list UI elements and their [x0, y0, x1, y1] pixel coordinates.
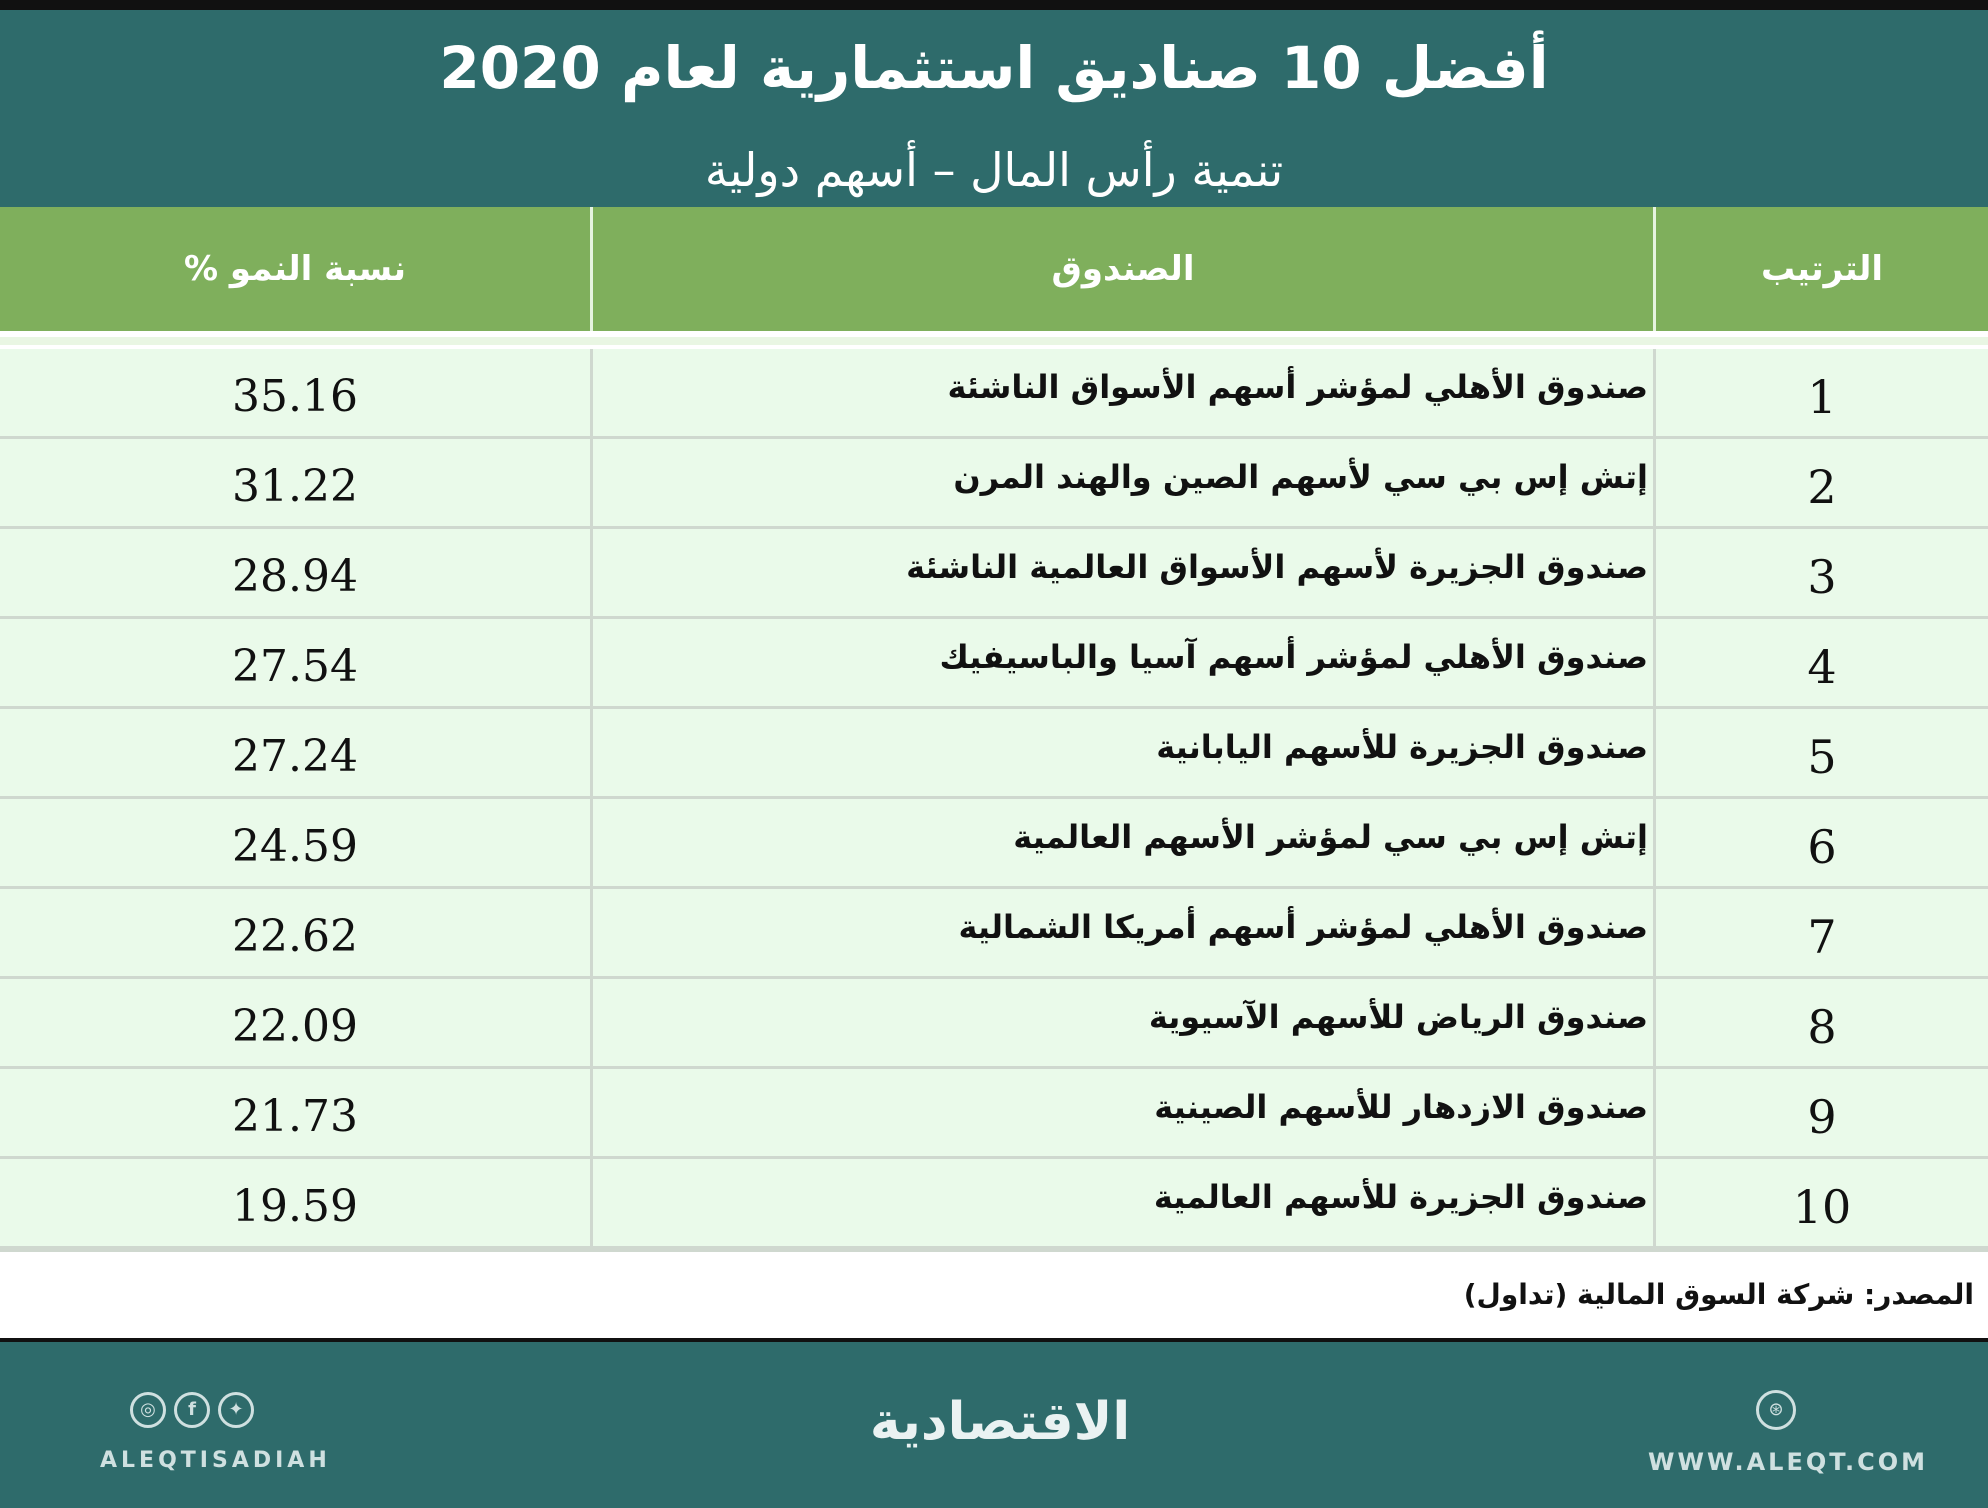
rank-cell: 6: [1807, 820, 1837, 874]
column-header-rank: الترتيب: [1760, 249, 1884, 289]
fund-name-cell: إتش إس بي سي لمؤشر الأسهم العالمية: [1013, 818, 1648, 856]
top-border: [0, 0, 1988, 10]
column-divider: [590, 439, 593, 526]
fund-name-cell: صندوق الرياض للأسهم الآسيوية: [1148, 998, 1648, 1036]
fund-name-cell: صندوق الازدهار للأسهم الصينية: [1154, 1088, 1648, 1126]
growth-cell: 19.59: [232, 1181, 358, 1232]
website-link[interactable]: WWW.ALEQT.COM: [1648, 1448, 1928, 1476]
social-icons: [130, 1392, 254, 1428]
fund-name-cell: صندوق الجزيرة للأسهم العالمية: [1153, 1178, 1648, 1216]
footer-banner: [0, 1338, 1988, 1508]
brand-logo: الاقتصادية: [869, 1392, 1131, 1452]
header-spacer: [0, 331, 1988, 349]
page-title: أفضل 10 صناديق استثمارية لعام 2020: [439, 34, 1549, 102]
source-note: المصدر: شركة السوق المالية (تداول): [1463, 1278, 1974, 1311]
growth-cell: 35.16: [232, 371, 358, 422]
column-divider: [590, 349, 593, 436]
facebook-icon[interactable]: f: [174, 1392, 210, 1428]
table-header: [0, 207, 1988, 331]
fund-name-cell: صندوق الجزيرة لأسهم الأسواق العالمية الناشئة: [906, 548, 1648, 586]
column-header-fund: الصندوق: [1051, 249, 1195, 289]
rank-cell: 2: [1807, 460, 1837, 514]
growth-cell: 22.09: [232, 1001, 358, 1052]
rank-cell: 4: [1807, 640, 1837, 694]
fund-name-cell: صندوق الأهلي لمؤشر أسهم أمريكا الشمالية: [958, 908, 1648, 946]
fund-name-cell: صندوق الأهلي لمؤشر أسهم الأسواق الناشئة: [947, 368, 1648, 406]
fund-name-cell: صندوق الجزيرة للأسهم اليابانية: [1156, 728, 1648, 766]
fund-name-cell: إتش إس بي سي لأسهم الصين والهند المرن: [953, 458, 1648, 496]
growth-cell: 21.73: [232, 1091, 358, 1142]
header-banner: [0, 10, 1988, 207]
rank-cell: 8: [1807, 1000, 1837, 1054]
column-divider: [590, 619, 593, 706]
rank-cell: 9: [1807, 1090, 1837, 1144]
social-handle: ALEQTISADIAH: [100, 1448, 331, 1473]
header-divider: [1653, 207, 1656, 331]
column-divider: [590, 1069, 593, 1156]
rank-cell: 5: [1807, 730, 1837, 784]
table-row: [0, 709, 1988, 799]
growth-cell: 31.22: [232, 461, 358, 512]
column-divider: [590, 979, 593, 1066]
table-body: [0, 349, 1988, 1249]
table-row: [0, 1069, 1988, 1159]
column-header-growth: نسبة النمو %: [183, 249, 406, 289]
twitter-icon[interactable]: ✦: [218, 1392, 254, 1428]
growth-cell: 22.62: [232, 911, 358, 962]
column-divider: [590, 1159, 593, 1246]
column-divider: [590, 709, 593, 796]
growth-cell: 27.54: [232, 641, 358, 692]
table-row: [0, 799, 1988, 889]
column-divider: [590, 529, 593, 616]
header-divider: [590, 207, 593, 331]
growth-cell: 24.59: [232, 821, 358, 872]
table-row: [0, 619, 1988, 709]
table-row: [0, 1159, 1988, 1249]
rank-cell: 10: [1792, 1180, 1852, 1234]
column-divider: [590, 799, 593, 886]
table-row: [0, 889, 1988, 979]
rank-cell: 7: [1807, 910, 1837, 964]
page-subtitle: تنمية رأس المال – أسهم دولية: [704, 143, 1284, 197]
rank-cell: 1: [1807, 370, 1837, 424]
table-row: [0, 529, 1988, 619]
globe-icon: ⊛: [1756, 1390, 1796, 1430]
growth-cell: 28.94: [232, 551, 358, 602]
rank-cell: 3: [1807, 550, 1837, 604]
table-row: [0, 979, 1988, 1069]
table-row: [0, 439, 1988, 529]
instagram-icon[interactable]: ◎: [130, 1392, 166, 1428]
column-divider: [590, 889, 593, 976]
growth-cell: 27.24: [232, 731, 358, 782]
fund-name-cell: صندوق الأهلي لمؤشر أسهم آسيا والباسيفيك: [939, 638, 1648, 676]
table-bottom-border: [0, 1248, 1988, 1252]
table-row: [0, 349, 1988, 439]
